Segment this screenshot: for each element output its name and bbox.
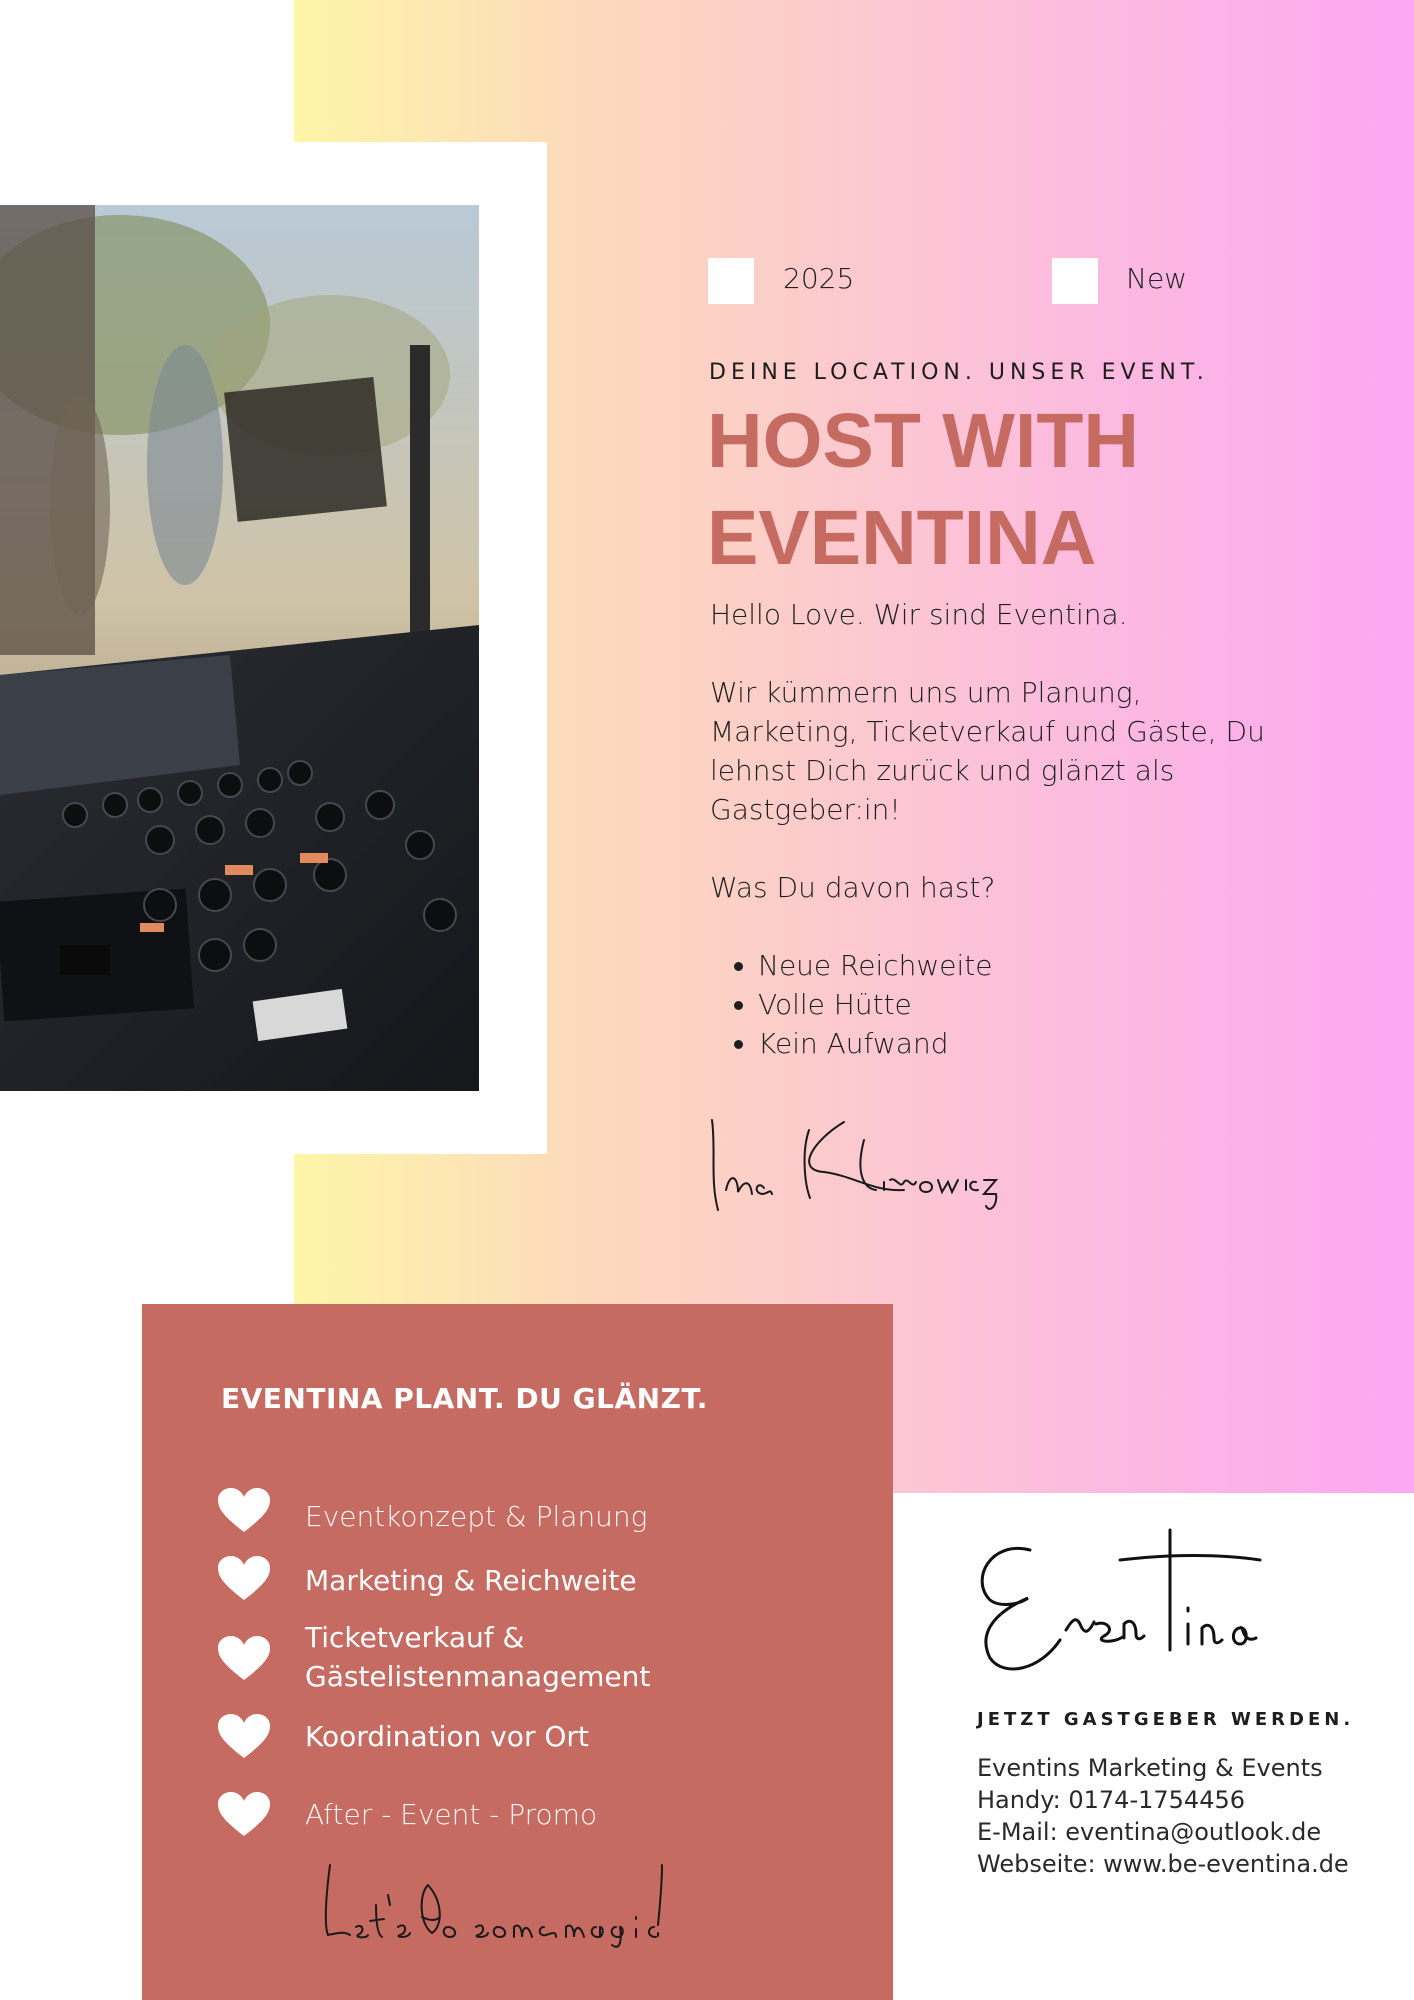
service-label xyxy=(305,1618,650,1696)
service-label-line-2: Gästelistenmanagement xyxy=(305,1660,651,1693)
service-label: Marketing & Reichweite xyxy=(305,1564,637,1597)
year-checkbox xyxy=(708,258,754,304)
intro-paragraph: Wir kümmern uns um Planung, Marketing, Ticketverkauf und Gäste, Du lehnst Dich zurück und glänzt als Gastgeber:in! xyxy=(710,676,1265,826)
dj-mixer-photo xyxy=(0,205,479,1091)
heart-icon xyxy=(218,1792,270,1842)
cta-label: JETZT GASTGEBER WERDEN. xyxy=(977,1709,1355,1730)
contact-company: Eventins Marketing & Events xyxy=(977,1754,1323,1782)
eventina-logo xyxy=(970,1520,1280,1694)
services-title: EVENTINA PLANT. DU GLÄNZT. xyxy=(221,1382,708,1415)
new-label: New xyxy=(1126,262,1188,295)
page-title xyxy=(707,393,1267,587)
heart-icon xyxy=(218,1714,270,1764)
service-label: Koordination vor Ort xyxy=(305,1720,589,1753)
heart-icon xyxy=(218,1556,270,1606)
contact-phone: Handy: 0174-1754456 xyxy=(977,1786,1245,1814)
list-item: • Volle Hütte xyxy=(758,985,1270,1024)
year-label: 2025 xyxy=(783,262,855,295)
benefits-list xyxy=(710,946,1270,1063)
service-label: After - Event - Promo xyxy=(305,1798,598,1831)
intro-question: Was Du davon hast? xyxy=(710,871,996,904)
contact-email: E-Mail: eventina@outlook.de xyxy=(977,1818,1322,1846)
service-label: Eventkonzept & Planung xyxy=(305,1500,648,1533)
headline-line-2: EVENTINA xyxy=(707,495,1097,581)
contact-website: Webseite: www.be-eventina.de xyxy=(977,1850,1349,1878)
intro-greeting: Hello Love. Wir sind Eventina. xyxy=(710,598,1128,631)
contact-block xyxy=(977,1752,1349,1880)
hero-kicker: DEINE LOCATION. UNSER EVENT. xyxy=(709,360,1209,385)
list-item: • Neue Reichweite xyxy=(758,946,1270,985)
intro-text xyxy=(710,595,1270,1063)
magic-tagline xyxy=(318,1855,668,1959)
heart-icon xyxy=(218,1488,270,1538)
service-label-line-1: Ticketverkauf & xyxy=(305,1621,525,1654)
signature-ina-klimowicz xyxy=(704,1110,1004,1224)
headline-line-1: HOST WITH xyxy=(707,398,1139,484)
list-item: • Kein Aufwand xyxy=(758,1024,1270,1063)
heart-icon xyxy=(218,1636,270,1686)
new-checkbox xyxy=(1052,258,1098,304)
